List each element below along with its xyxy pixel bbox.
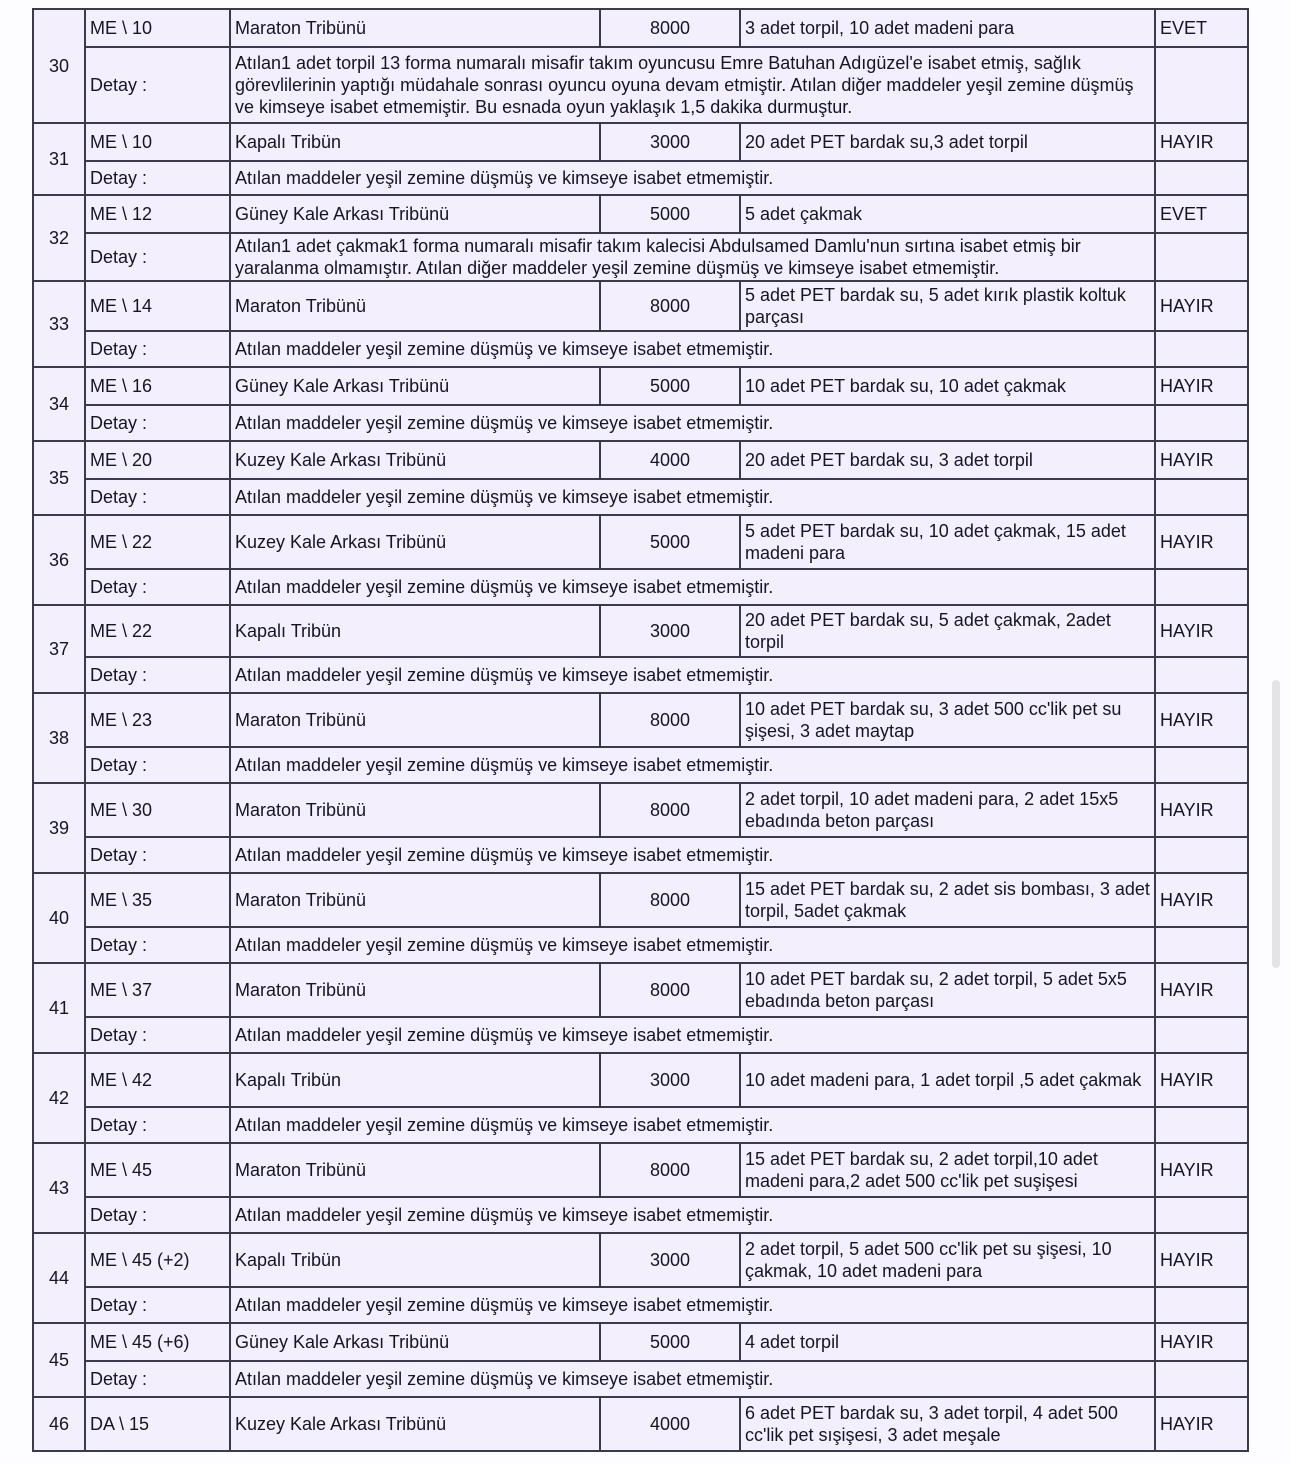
detail-text: Atılan maddeler yeşil zemine düşmüş ve kimseye isabet etmemiştir. [230, 331, 1155, 367]
table-row [33, 693, 1248, 747]
row-number: 45 [33, 1323, 85, 1397]
detail-row [33, 1197, 1248, 1233]
match-minute-code: ME \ 35 [85, 873, 230, 927]
detail-text: Atılan maddeler yeşil zemine düşmüş ve kimseye isabet etmemiştir. [230, 405, 1155, 441]
detail-row [33, 747, 1248, 783]
thrown-items: 2 adet torpil, 10 adet madeni para, 2 adet 15x5 ebadında beton parçası [740, 783, 1155, 837]
stand-name: Kuzey Kale Arkası Tribünü [230, 441, 600, 479]
row-number: 30 [33, 9, 85, 123]
match-minute-code: ME \ 20 [85, 441, 230, 479]
stand-name: Maraton Tribünü [230, 9, 600, 47]
thrown-items: 15 adet PET bardak su, 2 adet torpil,10 adet madeni para,2 adet 500 cc'lik pet suşişesi [740, 1143, 1155, 1197]
row-number: 44 [33, 1233, 85, 1323]
match-minute-code: ME \ 14 [85, 281, 230, 331]
stand-name: Kuzey Kale Arkası Tribünü [230, 1397, 600, 1451]
detail-text: Atılan maddeler yeşil zemine düşmüş ve kimseye isabet etmemiştir. [230, 837, 1155, 873]
stand-name: Maraton Tribünü [230, 963, 600, 1017]
scrollbar[interactable] [1272, 680, 1280, 968]
hit-result: HAYIR [1155, 783, 1248, 837]
detail-row [33, 161, 1248, 195]
detail-blank-cell [1155, 479, 1248, 515]
row-number: 34 [33, 367, 85, 441]
detail-label: Detay : [85, 1361, 230, 1397]
detail-label: Detay : [85, 479, 230, 515]
hit-result: HAYIR [1155, 123, 1248, 161]
detail-label: Detay : [85, 1287, 230, 1323]
spectator-count: 5000 [600, 195, 740, 233]
stand-name: Güney Kale Arkası Tribünü [230, 367, 600, 405]
match-minute-code: ME \ 30 [85, 783, 230, 837]
hit-result: HAYIR [1155, 1323, 1248, 1361]
detail-row [33, 405, 1248, 441]
detail-row [33, 1287, 1248, 1323]
thrown-items: 15 adet PET bardak su, 2 adet sis bombası, 3 adet torpil, 5adet çakmak [740, 873, 1155, 927]
spectator-count: 8000 [600, 281, 740, 331]
detail-label: Detay : [85, 233, 230, 281]
table-row [33, 1233, 1248, 1287]
spectator-count: 8000 [600, 963, 740, 1017]
detail-label: Detay : [85, 405, 230, 441]
match-minute-code: ME \ 10 [85, 9, 230, 47]
thrown-items: 10 adet PET bardak su, 10 adet çakmak [740, 367, 1155, 405]
row-number: 38 [33, 693, 85, 783]
hit-result: HAYIR [1155, 1397, 1248, 1451]
spectator-count: 8000 [600, 693, 740, 747]
detail-blank-cell [1155, 657, 1248, 693]
row-number: 46 [33, 1397, 85, 1451]
detail-label: Detay : [85, 657, 230, 693]
hit-result: HAYIR [1155, 441, 1248, 479]
hit-result: HAYIR [1155, 605, 1248, 657]
spectator-count: 8000 [600, 9, 740, 47]
detail-text: Atılan1 adet çakmak1 forma numaralı misafir takım kalecisi Abdulsamed Damlu'nun sırtına isabet etmiş bir yaralanma olmamıştır. Atılan diğer maddeler yeşil zemine düşmüş ve kimseye isabet etmemiştir. [230, 233, 1155, 281]
spectator-count: 5000 [600, 1323, 740, 1361]
incident-table [32, 8, 1249, 1452]
detail-label: Detay : [85, 331, 230, 367]
table-row [33, 441, 1248, 479]
detail-blank-cell [1155, 837, 1248, 873]
detail-text: Atılan maddeler yeşil zemine düşmüş ve kimseye isabet etmemiştir. [230, 1017, 1155, 1053]
hit-result: HAYIR [1155, 1053, 1248, 1107]
table-row [33, 873, 1248, 927]
spectator-count: 8000 [600, 1143, 740, 1197]
detail-row [33, 569, 1248, 605]
table-row [33, 1323, 1248, 1361]
spectator-count: 5000 [600, 515, 740, 569]
stand-name: Kapalı Tribün [230, 1053, 600, 1107]
match-minute-code: DA \ 15 [85, 1397, 230, 1451]
thrown-items: 20 adet PET bardak su, 5 adet çakmak, 2adet torpil [740, 605, 1155, 657]
detail-label: Detay : [85, 927, 230, 963]
row-number: 41 [33, 963, 85, 1053]
stand-name: Maraton Tribünü [230, 873, 600, 927]
table-row [33, 9, 1248, 47]
thrown-items: 10 adet madeni para, 1 adet torpil ,5 adet çakmak [740, 1053, 1155, 1107]
detail-text: Atılan maddeler yeşil zemine düşmüş ve kimseye isabet etmemiştir. [230, 657, 1155, 693]
thrown-items: 5 adet çakmak [740, 195, 1155, 233]
detail-text: Atılan maddeler yeşil zemine düşmüş ve kimseye isabet etmemiştir. [230, 927, 1155, 963]
detail-label: Detay : [85, 1107, 230, 1143]
stand-name: Güney Kale Arkası Tribünü [230, 1323, 600, 1361]
detail-row [33, 1017, 1248, 1053]
table-row [33, 515, 1248, 569]
match-minute-code: ME \ 45 [85, 1143, 230, 1197]
detail-row [33, 657, 1248, 693]
table-row [33, 1143, 1248, 1197]
spectator-count: 3000 [600, 1053, 740, 1107]
thrown-items: 4 adet torpil [740, 1323, 1155, 1361]
stand-name: Kapalı Tribün [230, 123, 600, 161]
spectator-count: 8000 [600, 783, 740, 837]
match-minute-code: ME \ 16 [85, 367, 230, 405]
detail-label: Detay : [85, 569, 230, 605]
match-minute-code: ME \ 37 [85, 963, 230, 1017]
detail-blank-cell [1155, 1361, 1248, 1397]
detail-row [33, 837, 1248, 873]
detail-label: Detay : [85, 47, 230, 123]
thrown-items: 5 adet PET bardak su, 5 adet kırık plastik koltuk parçası [740, 281, 1155, 331]
detail-blank-cell [1155, 161, 1248, 195]
detail-blank-cell [1155, 1197, 1248, 1233]
detail-blank-cell [1155, 233, 1248, 281]
row-number: 40 [33, 873, 85, 963]
thrown-items: 20 adet PET bardak su,3 adet torpil [740, 123, 1155, 161]
match-minute-code: ME \ 22 [85, 605, 230, 657]
detail-blank-cell [1155, 405, 1248, 441]
row-number: 33 [33, 281, 85, 367]
table-row [33, 963, 1248, 1017]
thrown-items: 20 adet PET bardak su, 3 adet torpil [740, 441, 1155, 479]
row-number: 43 [33, 1143, 85, 1233]
detail-blank-cell [1155, 47, 1248, 123]
detail-label: Detay : [85, 161, 230, 195]
detail-row [33, 1361, 1248, 1397]
match-minute-code: ME \ 22 [85, 515, 230, 569]
detail-blank-cell [1155, 569, 1248, 605]
table-row [33, 123, 1248, 161]
thrown-items: 10 adet PET bardak su, 2 adet torpil, 5 adet 5x5 ebadında beton parçası [740, 963, 1155, 1017]
table-row [33, 281, 1248, 331]
table-row [33, 783, 1248, 837]
spectator-count: 5000 [600, 367, 740, 405]
hit-result: HAYIR [1155, 281, 1248, 331]
table-row [33, 605, 1248, 657]
detail-row [33, 927, 1248, 963]
stand-name: Kapalı Tribün [230, 605, 600, 657]
detail-row [33, 331, 1248, 367]
detail-text: Atılan maddeler yeşil zemine düşmüş ve kimseye isabet etmemiştir. [230, 1361, 1155, 1397]
detail-text: Atılan maddeler yeşil zemine düşmüş ve kimseye isabet etmemiştir. [230, 569, 1155, 605]
detail-blank-cell [1155, 927, 1248, 963]
detail-text: Atılan maddeler yeşil zemine düşmüş ve kimseye isabet etmemiştir. [230, 1197, 1155, 1233]
stand-name: Maraton Tribünü [230, 281, 600, 331]
stand-name: Güney Kale Arkası Tribünü [230, 195, 600, 233]
table-row [33, 1397, 1248, 1451]
spectator-count: 3000 [600, 123, 740, 161]
match-minute-code: ME \ 23 [85, 693, 230, 747]
row-number: 36 [33, 515, 85, 605]
stand-name: Kapalı Tribün [230, 1233, 600, 1287]
stand-name: Maraton Tribünü [230, 1143, 600, 1197]
thrown-items: 3 adet torpil, 10 adet madeni para [740, 9, 1155, 47]
match-minute-code: ME \ 12 [85, 195, 230, 233]
match-minute-code: ME \ 10 [85, 123, 230, 161]
stand-name: Kuzey Kale Arkası Tribünü [230, 515, 600, 569]
spectator-count: 4000 [600, 1397, 740, 1451]
thrown-items: 10 adet PET bardak su, 3 adet 500 cc'lik pet su şişesi, 3 adet maytap [740, 693, 1155, 747]
hit-result: HAYIR [1155, 963, 1248, 1017]
spectator-count: 3000 [600, 1233, 740, 1287]
row-number: 35 [33, 441, 85, 515]
detail-blank-cell [1155, 747, 1248, 783]
match-minute-code: ME \ 45 (+2) [85, 1233, 230, 1287]
stand-name: Maraton Tribünü [230, 693, 600, 747]
detail-text: Atılan maddeler yeşil zemine düşmüş ve kimseye isabet etmemiştir. [230, 1287, 1155, 1323]
hit-result: EVET [1155, 9, 1248, 47]
spectator-count: 8000 [600, 873, 740, 927]
detail-label: Detay : [85, 1017, 230, 1053]
table-row [33, 1053, 1248, 1107]
detail-row [33, 233, 1248, 281]
table-row [33, 195, 1248, 233]
hit-result: HAYIR [1155, 1143, 1248, 1197]
table-row [33, 367, 1248, 405]
row-number: 42 [33, 1053, 85, 1143]
row-number: 31 [33, 123, 85, 195]
match-minute-code: ME \ 42 [85, 1053, 230, 1107]
detail-blank-cell [1155, 331, 1248, 367]
detail-text: Atılan maddeler yeşil zemine düşmüş ve kimseye isabet etmemiştir. [230, 1107, 1155, 1143]
detail-label: Detay : [85, 1197, 230, 1233]
detail-label: Detay : [85, 837, 230, 873]
spectator-count: 3000 [600, 605, 740, 657]
spectator-count: 4000 [600, 441, 740, 479]
match-minute-code: ME \ 45 (+6) [85, 1323, 230, 1361]
hit-result: HAYIR [1155, 873, 1248, 927]
row-number: 39 [33, 783, 85, 873]
hit-result: EVET [1155, 195, 1248, 233]
hit-result: HAYIR [1155, 693, 1248, 747]
detail-blank-cell [1155, 1287, 1248, 1323]
detail-blank-cell [1155, 1017, 1248, 1053]
stand-name: Maraton Tribünü [230, 783, 600, 837]
detail-label: Detay : [85, 747, 230, 783]
hit-result: HAYIR [1155, 515, 1248, 569]
thrown-items: 5 adet PET bardak su, 10 adet çakmak, 15 adet madeni para [740, 515, 1155, 569]
hit-result: HAYIR [1155, 1233, 1248, 1287]
thrown-items: 6 adet PET bardak su, 3 adet torpil, 4 adet 500 cc'lik pet sışişesi, 3 adet meşale [740, 1397, 1155, 1451]
thrown-items: 2 adet torpil, 5 adet 500 cc'lik pet su şişesi, 10 çakmak, 10 adet madeni para [740, 1233, 1155, 1287]
hit-result: HAYIR [1155, 367, 1248, 405]
detail-text: Atılan1 adet torpil 13 forma numaralı misafir takım oyuncusu Emre Batuhan Adıgüzel'e isabet etmiş, sağlık görevlilerinin yaptığı müdahale sonrası oyuncu oyuna devam etmiştir. Atılan diğer maddeler yeşil zemine düşmüş ve kimseye isabet etmemiştir. Bu esnada oyun yaklaşık 1,5 dakika durmuştur. [230, 47, 1155, 123]
detail-text: Atılan maddeler yeşil zemine düşmüş ve kimseye isabet etmemiştir. [230, 161, 1155, 195]
detail-blank-cell [1155, 1107, 1248, 1143]
detail-text: Atılan maddeler yeşil zemine düşmüş ve kimseye isabet etmemiştir. [230, 479, 1155, 515]
row-number: 32 [33, 195, 85, 281]
row-number: 37 [33, 605, 85, 693]
detail-text: Atılan maddeler yeşil zemine düşmüş ve kimseye isabet etmemiştir. [230, 747, 1155, 783]
detail-row [33, 1107, 1248, 1143]
detail-row [33, 47, 1248, 123]
detail-row [33, 479, 1248, 515]
